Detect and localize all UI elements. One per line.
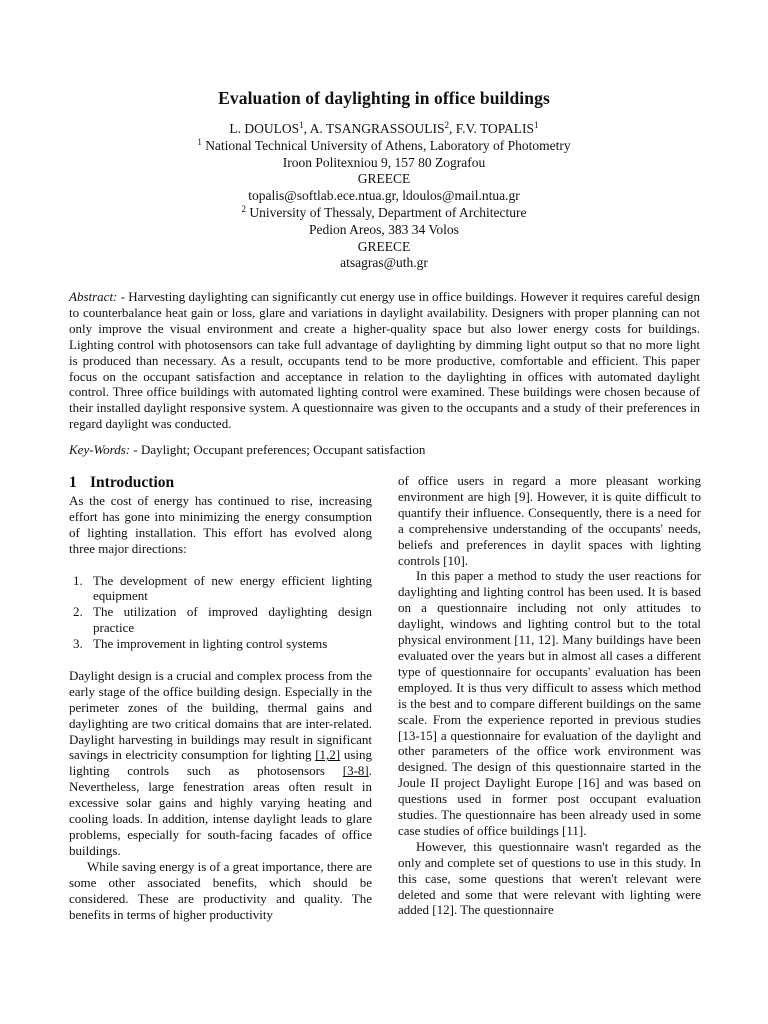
list-number: 2. [73,604,83,620]
paragraph: However, this questionnaire wasn't regarded as the only and complete set of questions to use in this study. In this case, some questions that weren't relevant were deleted and some that were relevant with lighting were added [12]. The questionnaire [398,838,701,918]
list-text: The development of new energy efficient lighting equipment [93,572,372,604]
affiliation-marker: 2 [444,120,449,130]
affiliation-1-country: GREECE [357,171,411,187]
abstract-text: - Harvesting daylighting can significantly cut energy use in office buildings. However it requires careful design to counterbalance heat gain or loss, glare and variations in daylight availability. Designers with proper planning can not only improve the visual environment and create a higher-quality space but also lower energy costs for buildings. Lighting control with photosensors can take full advantage of daylighting by dimming light output so that no more light is produced than necessary. As a result, occupants tend to be more productive, comfortable and efficient. This paper focus on the occupant satisfaction and acceptance in relation to the daylighting in offices with automated daylight control. Three office buildings with automated lighting control were examined. These buildings were chosen because of their installed daylight responsive system. A questionnaire was given to the occupants and a study of their preferences in regard daylight was conducted. [69,289,700,432]
author-separator: , [448,121,456,136]
paragraph: As the cost of energy has continued to rise, increasing effort has gone into minimizing the energy consumption of lighting installation. This effort has evolved along three major directions: [69,493,372,556]
paragraph-text: Daylight design is a crucial and complex process from the early stage of the office building design. Especially in the perimeter zones of the building, thermal gains and daylighting are two critical domains that are inter-related. Daylight harvesting in buildings may result in significant savings in electricity consumption for lighting [69,667,372,763]
affiliation-marker: 1 [534,120,539,130]
paper-header [0,121,768,272]
paragraph-spacer [69,652,372,668]
list-item [69,604,372,636]
paragraph-text: using lighting controls such as photosensors [69,747,373,779]
affiliation-1 [0,138,768,155]
section-heading [69,473,372,492]
paragraph-text: . Nevertheless, large fenestration areas often result in excessive solar gains and highly varying heating and cooling loads. In addition, intense daylight leads to glare problems, especially for south-facing facades of office buildings. [69,763,372,858]
affiliation-1-address: Iroon Politexniou 9, 157 80 Zografou [282,154,486,170]
author-line [0,121,768,138]
right-column [398,473,701,918]
list-item [69,573,372,605]
paragraph: of office users in regard a more pleasant working environment are high [9]. However, it is quite difficult to quantify their influence. Consequently, there is a need for a comprehensive understanding of the occupants' needs, beliefs and preferences in daylit spaces with lighting controls [10]. [398,473,701,568]
keywords-text: - Daylight; Occupant preferences; Occupant satisfaction [130,442,426,457]
paragraph [69,668,372,859]
section-number: 1 [69,474,77,491]
list-number: 3. [73,636,83,652]
affiliation-name: University of Thessaly, Department of Architecture [246,204,527,220]
paragraph: While saving energy is of a great importance, there are some other associated benefits, which should be considered. These are productivity and quality. The benefits in terms of higher productivity [69,858,372,922]
affiliation-2-address: Pedion Areos, 383 34 Volos [309,221,459,237]
left-column [69,473,372,922]
abstract-label: Abstract: [69,289,118,304]
affiliation-2 [0,205,768,222]
author-name: A. TSANGRASSOULIS [309,121,445,136]
affiliation-marker: 2 [241,203,247,214]
keywords-label: Key-Words: [69,442,131,457]
citation-link[interactable]: [1,2] [315,747,341,763]
citation-link[interactable]: [3-8] [342,763,369,779]
author-name: F.V. TOPALIS [455,121,535,136]
list-text: The utilization of improved daylighting design practice [93,604,372,636]
keywords [69,442,700,458]
paper-title: Evaluation of daylighting in office buildings [218,88,550,108]
abstract [69,289,700,432]
affiliation-2-email: atsagras@uth.gr [340,255,428,271]
affiliation-name: National Technical University of Athens, Laboratory of Photometry [201,137,571,153]
list-text: The improvement in lighting control systems [93,636,328,652]
paragraph-spacer [69,557,372,573]
author-separator: , [303,121,310,136]
author-name: L. DOULOS [229,121,300,136]
affiliation-marker: 1 [299,120,304,130]
list-item [69,636,372,652]
paragraph: In this paper a method to study the user reactions for daylighting and lighting control has been used. It is based on a questionnaire including not only attitudes to daylight, windows and lighting control but to the total physical environment [11, 12]. Many buildings have been evaluated over the years but in almost all cases a different type of questionnaire for occupants' evaluation has been employed. It is thus very difficult to assess which method is the best and to compare different buildings on the same scale. From the experience reported in previous studies [13-15] a questionnaire for evaluation of the daylight and other parameters of the office work environment was designed. The design of this questionnaire started in the Joule II project Daylight Europe [16] and was based on questions used in former post occupant evaluation studies. The questionnaire has been already used in some case studies of office buildings [11]. [398,568,701,838]
affiliation-2-country: GREECE [357,238,411,254]
numbered-list [69,573,372,653]
affiliation-marker: 1 [197,136,202,147]
affiliation-1-emails: topalis@softlab.ece.ntua.gr, ldoulos@mail.ntua.gr [248,188,520,204]
list-number: 1. [73,572,83,588]
section-title: Introduction [90,474,175,491]
